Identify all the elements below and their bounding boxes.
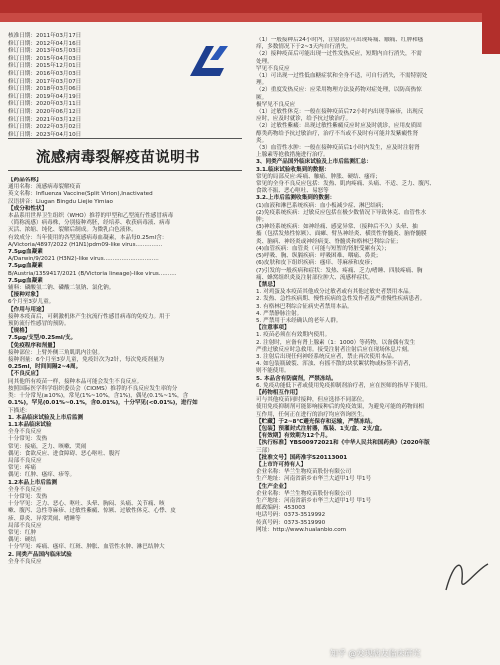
text-line: 辅料：磷酸氢二钠、磷酸二氢钠、氯化钠。 bbox=[8, 285, 115, 292]
text-line: (3)神经系统疾病：如神经痛、感觉异常、（接种后不久）头晕、抽 bbox=[256, 224, 418, 231]
text-line: 企业名称：华兰生物疫苗股份有限公司 bbox=[256, 469, 352, 476]
text-line: 罕见不良反应 bbox=[256, 65, 290, 72]
text-line: 灭活、浓缩、纯化、裂解后制成。为微乳白色液体。 bbox=[8, 227, 137, 234]
text-line: 下描述： bbox=[8, 407, 31, 414]
text-line: 常见：疼痛 bbox=[8, 465, 36, 472]
text-line: 3、同类产品国外临床试验及上市后监测汇总： bbox=[256, 159, 372, 166]
text-line: (2)免疫系统疾病：过敏反应包括在极少数情况下导致休克、血管性水 bbox=[256, 209, 427, 216]
revision-date-line: 修订日期：2016年03月03日 bbox=[8, 70, 82, 77]
text-line: 2. 同类产品国内临床试验 bbox=[8, 551, 72, 558]
text-line: 偶见：食欲反应、进食障碍、恶心呕吐、腹泻 bbox=[8, 450, 120, 457]
text-line: A/Victoria/4897/2022 (H1N1)pdm09-like virus............... bbox=[8, 241, 163, 248]
text-line: (1)血液和淋巴系统疾病：血小板减少症、淋巴结病； bbox=[256, 202, 387, 209]
text-line: 【注意事项】 bbox=[256, 325, 290, 332]
text-line: 【有效期】有效期为12个月。 bbox=[256, 433, 331, 440]
text-line: 嗽、腹泻、急性荨麻疹、过敏性紫癜、惊厥、过敏性休克、心悸、皮 bbox=[8, 508, 176, 515]
text-line: 【作用与用途】 bbox=[8, 306, 48, 313]
text-line: (6)皮肤和皮下组织疾病：瘙痒、荨麻疹和皮疹； bbox=[256, 260, 376, 267]
revision-date-line: 修订日期：2021年03月12日 bbox=[8, 116, 82, 123]
text-line: 0.25ml，时间间隔2~4周。 bbox=[8, 364, 82, 371]
revision-date-line: 修订日期：2020年06月12日 bbox=[8, 108, 82, 115]
text-line: 局部不良反应 bbox=[8, 522, 42, 529]
text-line: 厥。 bbox=[256, 94, 268, 101]
text-line: 2. 发热、急性疾病期、慢性疾病的急性发作者及严重慢性疾病患者。 bbox=[256, 296, 426, 303]
text-line: 预防流行性感冒的预防。 bbox=[8, 321, 70, 328]
left-column bbox=[8, 177, 246, 665]
text-line: 4. 严禁静脉注射。 bbox=[256, 310, 303, 317]
text-line: 英文名称：Influenza Vaccine(Split Virion),Inactivated bbox=[8, 191, 153, 198]
signature-mark bbox=[440, 550, 494, 604]
text-line: 接种本疫苗后，可刺激机体产生抗流行性感冒病毒的免疫力。用于 bbox=[8, 313, 171, 320]
text-line: 严重过敏反应时急救用。接受注射者注射后应在现场休息片刻。 bbox=[256, 346, 413, 353]
text-line: 3.2.上市后监测收集到的数据： bbox=[256, 195, 336, 202]
text-line: 0.1%)，罕见(0.01%~0.1%，含0.01%)，十分罕见(<0.01%)，进行如 bbox=[8, 400, 198, 407]
revision-date-line: 修订日期：2022年03月02日 bbox=[8, 124, 82, 131]
text-line: 极罕见不良反应 bbox=[256, 101, 296, 108]
text-line: 可与其他疫苗同时接种，但应选择不同部位。 bbox=[256, 397, 368, 404]
text-line: 处理。 bbox=[256, 58, 273, 65]
text-line: 【规格】 bbox=[8, 328, 31, 335]
text-line: 【免疫程序和剂量】 bbox=[8, 342, 59, 349]
text-line: （3）血管性水肿：一般在接种疫苗后1小时内发生，应及时注射肾 bbox=[256, 145, 420, 152]
title-rule-bottom bbox=[8, 170, 242, 171]
text-line: 常见的全身不良反应包括：发热、肌肉疼痛、头痛、不适、乏力、腹泻、 bbox=[256, 181, 436, 188]
text-line: 同其他所有疫苗一样，接种本品可能会发生不良反应。 bbox=[8, 378, 143, 385]
text-line: 偶见：硬结 bbox=[8, 537, 36, 544]
text-line: 常见：接痛，乏力、咳嗽、哭闹 bbox=[8, 443, 87, 450]
text-line: 炎。 bbox=[256, 137, 268, 144]
text-line: （简称流感）病毒株，分别接种鸡胚，经培养、收获病毒液、病毒 bbox=[8, 220, 171, 227]
text-line: （2）过敏性紫癜：出现过敏性紫癜反应时应及时就诊，应用皮质固 bbox=[256, 123, 422, 130]
text-line: 理。 bbox=[256, 80, 268, 87]
text-line: 3. 有格林巴利综合征病史者禁用本品。 bbox=[256, 303, 353, 310]
text-line: 【成分和性状】 bbox=[8, 205, 48, 212]
text-line: 汉语拼音：Liugan Bingdu Liejie Yimiao bbox=[8, 198, 113, 205]
text-line: 十分罕见：乏力、恶心、呕吐、头晕、胸闷、头痛、关节痛、咳 bbox=[8, 501, 165, 508]
text-line: 7.5μg血凝素 bbox=[8, 249, 43, 256]
text-line: 接种部位：上臂外侧三角肌肌内注射。 bbox=[8, 349, 104, 356]
text-line: 食欲不振、恶心呕吐、易怒等 bbox=[256, 188, 329, 195]
text-line: （2）接种疫苗后可能出现一过性发热反应，短期内自行消失，不需 bbox=[256, 51, 422, 58]
revision-date-line: 核准日期：2011年03月17日 bbox=[8, 33, 82, 39]
text-line: 【包装】预灌封式注射器，瓶装、1支/盒、2支/盒。 bbox=[256, 425, 386, 432]
text-line: 电话号码：0373-3519992 bbox=[256, 512, 326, 519]
text-line: 【批准文号】国药准字S20113001 bbox=[256, 454, 348, 461]
text-line: B/Austria/1359417/2021 (B/Victoria lineage)-like virus.......... bbox=[8, 270, 177, 277]
text-line: 【接种对象】 bbox=[8, 292, 42, 299]
revision-date-line: 修订日期：2018年03月06日 bbox=[8, 86, 82, 93]
text-line: 【药品名称】 bbox=[8, 177, 42, 183]
revision-date-line: 修订日期：2020年03月11日 bbox=[8, 101, 82, 108]
text-line: 偶见：红肿、瘙痒、疹等。 bbox=[8, 472, 76, 479]
text-line: 接种剂量：6个月至3岁儿童，免疫针次为2针，每次免疫剂量为 bbox=[8, 357, 165, 364]
revision-date-line: 修订日期：2017年03月07日 bbox=[8, 78, 82, 85]
revision-date-line: 修订日期：2015年04月03日 bbox=[8, 55, 82, 62]
text-line: (4)血管疾病：血管炎（可能与短暂的肾脏受累有关）； bbox=[256, 245, 390, 252]
text-line: 企业名称：华兰生物疫苗股份有限公司 bbox=[256, 490, 352, 497]
text-line: 按照国际医学科学组织委员会（CIOMS）推荐的不良反应发生率的分 bbox=[8, 385, 178, 392]
text-line: 【贮藏】于2~8℃避光保存和运输，严禁冻结。 bbox=[256, 418, 376, 425]
company-logo-icon bbox=[184, 40, 234, 84]
top-red-band bbox=[0, 0, 500, 22]
text-line: 十分常见：发热 bbox=[8, 493, 48, 500]
text-line: 【药物相互作用】 bbox=[256, 389, 301, 396]
text-line: 1. 对鸡蛋及本疫苗其他成分过敏者或有其他过敏史者禁用本品。 bbox=[256, 289, 415, 296]
text-line: 3.1.临床试验收集到的数据： bbox=[256, 166, 330, 173]
text-line: 6. 免疫功能低下者或使用免疫抑制剂治疗者，应在医师的指导下使用。 bbox=[256, 382, 431, 389]
text-line: 互作用，任何正在进行的治疗均应咨询医生。 bbox=[256, 411, 368, 418]
text-line: 生产地址：河南省新乡市华兰大道甲1号 甲1号 bbox=[256, 498, 372, 504]
text-line: 5. 严禁用于未经确认的老年人群。 bbox=[256, 317, 342, 324]
text-line: 十分罕见：疼痛、瘙痒、红斑、肿胀、血管性水肿、淋巴结肿大 bbox=[8, 544, 165, 551]
text-line: 网址：http://www.hualanbio.com bbox=[256, 526, 347, 533]
text-line: 7.5μg血凝素 bbox=[8, 277, 43, 284]
text-line: 痛、蜂窝组织炎及注射部位肿大、流感样症状。 bbox=[256, 274, 374, 281]
revision-dates bbox=[8, 33, 108, 139]
text-line: 应时，应及时就诊，给予抗过敏治疗。 bbox=[256, 116, 352, 123]
text-line: 疹、鼻炎、异常哭闹、嗜睡等 bbox=[8, 515, 81, 522]
text-line: 本品系用世界卫生组织（WHO）推荐的甲型和乙型流行性感冒病毒 bbox=[8, 213, 174, 220]
title-rule-top bbox=[8, 138, 242, 139]
text-line: 全身不良反应 bbox=[8, 486, 42, 493]
text-line: 则不能使用。 bbox=[256, 368, 290, 375]
text-line: 7.5μg/支型/0.25ml/支。 bbox=[8, 335, 77, 342]
text-line: 痒，多数情况下于2~3天内自行消失。 bbox=[256, 44, 352, 51]
text-line: 上腺素等抢救措施进行治疗。 bbox=[256, 152, 329, 159]
text-line: 1.2本品上市后监测 bbox=[8, 479, 58, 486]
text-line: 2. 注射时，应备有肾上腺素（1：1000）等药物，以备偶有发生 bbox=[256, 339, 416, 346]
text-line: 7.5μg血凝素 bbox=[8, 263, 43, 270]
text-line: 【不良反应】 bbox=[8, 371, 42, 378]
text-line: 通用名称：流感病毒裂解疫苗 bbox=[8, 184, 81, 191]
revision-date-line: 修订日期：2019年04月19日 bbox=[8, 93, 82, 100]
text-line: 1.1本品临床试验 bbox=[8, 421, 52, 428]
text-line: 类：十分常见(≥10%)，常见(1%~10%，含1%)，偶见(0.1%~1%，含 bbox=[8, 393, 189, 400]
document-title: 流感病毒裂解疫苗说明书 bbox=[36, 150, 200, 166]
text-line: （1）可出现一过性低血糖症状和全身不适，可自行消失，不需特别处 bbox=[256, 73, 428, 80]
text-line: 邮政编码：453003 bbox=[256, 505, 306, 512]
text-line: 【禁忌】 bbox=[256, 281, 279, 288]
text-line: 【执行标准】YBS00972021和《中华人民共和国药典》（2020年版 bbox=[256, 440, 430, 447]
text-line: 5. 本品含有防腐剂，严禁冻结。 bbox=[256, 375, 337, 382]
text-line: 4. 如包装瓶破裂、浑浊、有摇不散的块状絮状物或标签不清者， bbox=[256, 361, 415, 368]
text-line: 【生产企业】 bbox=[256, 483, 290, 490]
text-line: (5)呼吸、胸、纵膈疾病：呼吸困难、咽痛、鼻炎； bbox=[256, 253, 382, 260]
text-line: （1）过敏性休克：一般在接种疫苗后72小时内出现荨麻疹，出现反 bbox=[256, 109, 424, 116]
text-line: 全身不良反应 bbox=[8, 558, 42, 565]
text-line: 使用免疫抑制剂可能影响接种后的免疫效果，为避免可能的药物间相 bbox=[256, 404, 424, 411]
watermark-text: 知乎 @发现病友临床研究 bbox=[330, 649, 421, 658]
text-line: 3. 注射后出现任何神经系统反应者，禁止再次使用本品。 bbox=[256, 353, 398, 360]
text-line: 醇类药物给予抗过敏治疗，治疗不当或不及时有可能并发紫癜性肾 bbox=[256, 130, 419, 137]
text-line: 肿； bbox=[256, 217, 268, 224]
revision-date-line: 修订日期：2012年04月16日 bbox=[8, 40, 82, 47]
text-line: 全身不良反应 bbox=[8, 429, 42, 436]
text-line: 十分常见：发热 bbox=[8, 436, 48, 443]
text-line: (7)引发的一般疾病和症状：发热、疼痛、乏力/嗜睡、四肢疼痛、胸 bbox=[256, 267, 423, 274]
text-line: 有效成分：当年使用的各型流感病毒血凝素，本品每0.25ml含： bbox=[8, 234, 168, 241]
text-line: 常见的局部反应:疼痛、触痛、肿胀、硬结、瘙痒； bbox=[256, 173, 381, 180]
text-line: 传真号码：0373-3519990 bbox=[256, 519, 326, 526]
text-line: 【上市许可持有人】 bbox=[256, 461, 307, 468]
text-line: 1. 本品临床试验及上市后监测 bbox=[8, 414, 84, 421]
text-line: （1）一般接种后24小时内，注射部位可出现疼痛、触痛、红肿和瘙 bbox=[256, 37, 424, 43]
revision-date-line: 修订日期：2015年12月01日 bbox=[8, 63, 82, 70]
text-line: 三部） bbox=[256, 447, 273, 454]
text-line: 局部不良反应 bbox=[8, 457, 42, 464]
text-line: 1. 疫苗必须在有效期内使用。 bbox=[256, 332, 331, 339]
text-line: 搐（包括发热性惊厥）、面瘫、臂丛神经炎、横贯性脊髓炎、脑脊髓膜 bbox=[256, 231, 427, 238]
text-line: 6个月至3岁儿童。 bbox=[8, 299, 55, 306]
text-line: 常见：红肿 bbox=[8, 529, 36, 536]
text-line: 生产地址：河南省新乡市华兰大道甲1号 甲1号 bbox=[256, 476, 372, 483]
text-line: A/Darwin/9/2021 (H3N2)-like virus............................... bbox=[8, 256, 159, 263]
revision-date-line: 修订日期：2023年04月10日 bbox=[8, 131, 82, 138]
text-line: （2）重度发热反应：应采用物理方法及药物对症处理，以防高热惊 bbox=[256, 87, 422, 94]
revision-date-line: 修订日期：2013年05月03日 bbox=[8, 48, 82, 55]
text-line: 炎、脑病、神经炎或神经病变、脊髓炎和格林巴利综合征； bbox=[256, 238, 402, 245]
